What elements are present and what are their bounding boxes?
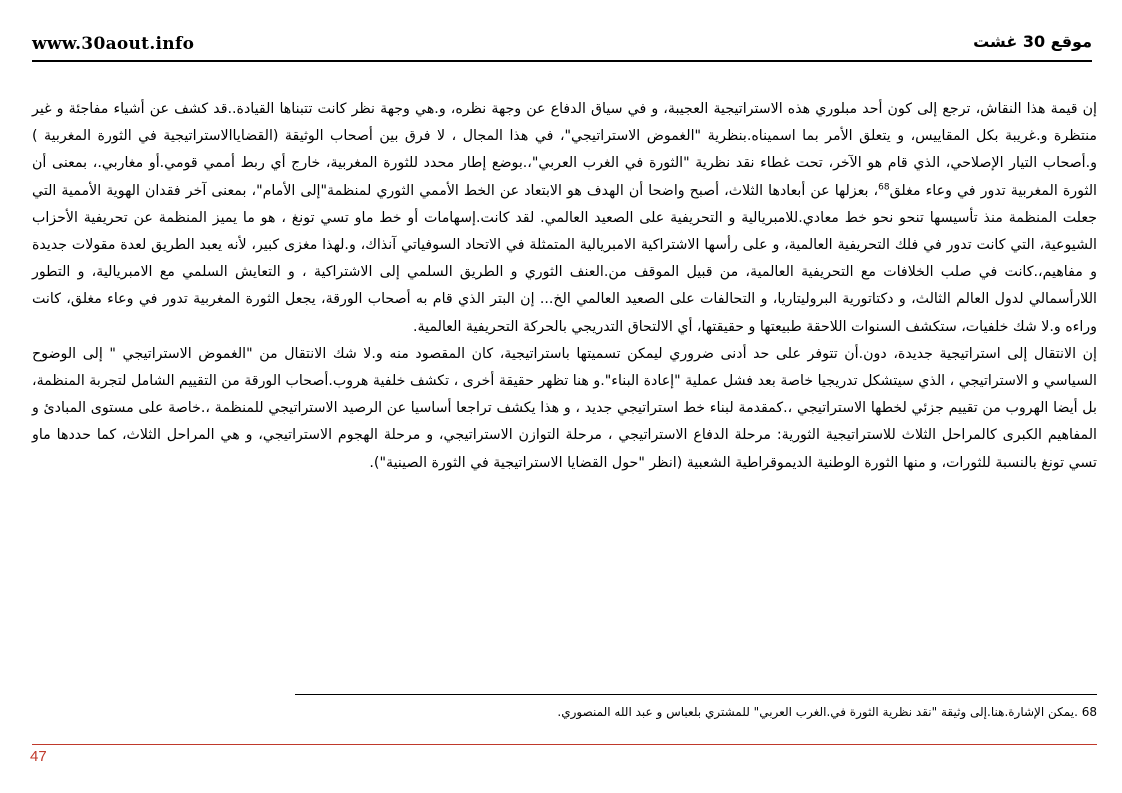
article-body [32, 96, 1097, 477]
footnote: 68 .يمكن الإشارة.هنا.إلى وثيقة "نقد نظرية الثورة في.الغرب العربي" للمشتري بلعباس و عبد الله المنصوري. [557, 705, 1097, 719]
paragraph [32, 96, 1097, 341]
footnote-reference[interactable]: 68 [878, 181, 890, 192]
paragraph-text: ، بعزلها عن أبعادها الثلاث، أصبح واضحا أن الهدف هو الابتعاد عن الخط الأممي الثوري لمنظمة"إلى الأمام"، بمعنى آخر فقدان الهوية الأممية التي جعلت المنظمة منذ تأسيسها تنحو نحو خط معادي.للامبريالية و التحريفية على الصعيد العالمي. لقد كانت.إسهامات أو خط ماو تسي تونغ ، هو ما يميز المنظمة عن تحريفية الأحزاب الشيوعية، التي كانت تدور في فلك التحريفية العالمية، و على رأسها الاشتراكية الامبريالية المتمثلة في الاتحاد السوفياتي آنذاك، و.لهذا مغزى كبير، لأنه يعبد الطريق لعدة مقولات جديدة و مفاهيم،.كانت في صلب الخلافات مع التحريفية العالمية، من قبيل الموقف من.العنف الثوري و الطريق السلمي إلى الاشتراكية ، و التعايش السلمي مع الامبريالية، و التطور اللارأسمالي لدول العالم الثالث، و دكتاتورية البروليتاريا، و التحالفات على الصعيد العالمي الخ... إن البتر الذي قام به أصحاب الورقة، يجعل الثورة المغربية تدور في وعاء مغلق، كانت وراءه و.لا شك خلفيات، ستكشف السنوات اللاحقة طبيعتها و حقيقتها، أي الالتحاق التدريجي بالحركة التحريفية العالمية. [32, 182, 1097, 335]
site-title: موقع 30 غشت [973, 32, 1092, 51]
footnote-divider [295, 694, 1097, 695]
page-number: 47 [30, 748, 47, 765]
site-url: www.30aout.info [32, 34, 195, 54]
paragraph: إن الانتقال إلى استراتيجية جديدة، دون.أن تتوفر على حد أدنى ضروري ليمكن تسميتها باستراتيجية، كان المقصود منه و.لا شك الانتقال من "الغموض الاستراتيجي " إلى الوضوح السياسي و الاستراتيجي ، الذي سيتشكل تدريجيا خاصة بعد فشل عملية "إعادة البناء".و هنا تظهر حقيقة أخرى ، تكشف خلفية هروب.أصحاب الورقة من التقييم الشامل لتجربة المنظمة، بل أيضا الهروب من تقييم جزئي لخطها الاستراتيجي ،.كمقدمة لبناء خط استراتيجي جديد ، و هذا يكشف تراجعا أساسيا عن الرصيد الاستراتيجي للمنظمة ،.خاصة على مستوى المبادئ و المفاهيم الكبرى كالمراحل الثلاث للاستراتيجية الثورية: مرحلة الدفاع الاستراتيجي ، مرحلة التوازن الاستراتيجي، و مرحلة الهجوم الاستراتيجي، و هي المراحل الثلاث، كما حددها ماو تسي تونغ بالنسبة للثورات، و منها الثورة الوطنية الديموقراطية الشعبية (انظر "حول القضايا الاستراتيجية في الثورة الصينية"). [32, 345, 1097, 471]
footer-divider [32, 744, 1097, 745]
paragraph-text: إن قيمة هذا النقاش، ترجع إلى كون أحد مبلوري هذه الاستراتيجية العجيبة، و في سياق الدفاع عن وجهة نظره، و.هي وجهة نظر كانت تتبناها القيادة..قد كشف عن أشياء مفاجئة و غير منتظرة و.غريبة بكل المقاييس، و يتعلق الأمر بما اسميناه.بنظرية "الغموض الاستراتيجي"، في هذا المجال ، لا فرق بين أصحاب الوثيقة (القضاياالاستراتيجية في الثورة المغربية ) و.أصحاب التيار الإصلاحي، الذي قام هو الآخر، تحت غطاء نقد نظرية "الثورة في الغرب العربي"،.بوضع إطار محدد للثورة المغربية، خارج أي ربط أممي قومي.أو مغاربي.، بمعنى أن الثورة المغربية تدور في وعاء مغلق [32, 101, 1097, 199]
page-header [32, 30, 1092, 62]
